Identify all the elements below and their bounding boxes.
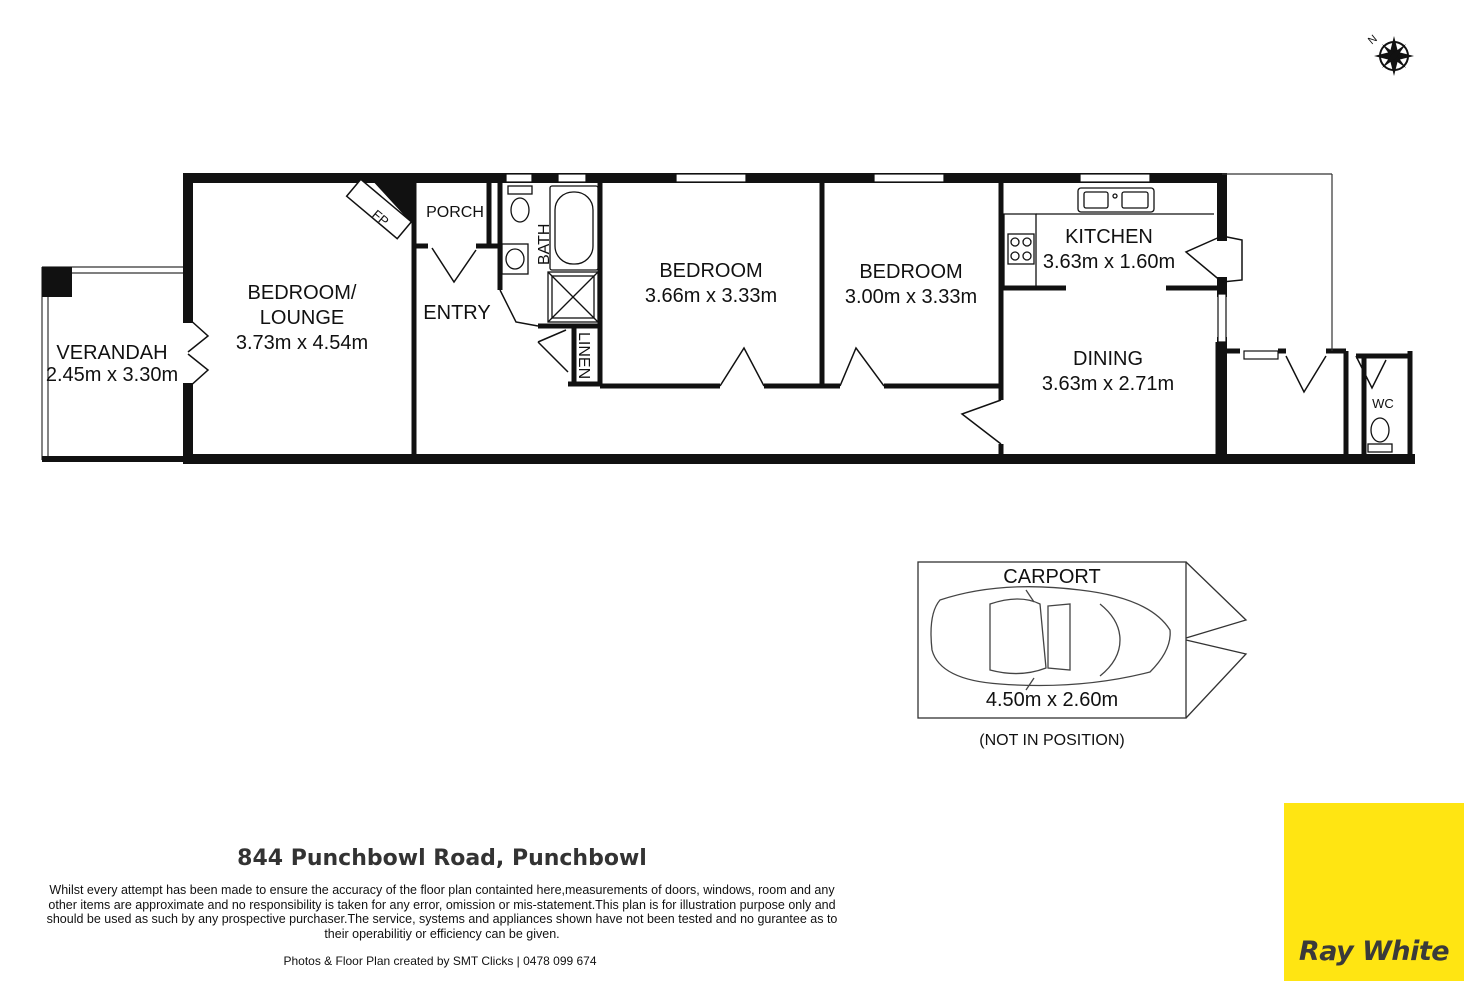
wc-label: WC [1372,396,1394,411]
verandah-size: 2.45m x 3.30m [45,364,179,386]
toilet-icon [508,186,532,194]
porch-label: PORCH [426,204,484,221]
bath-label: BATH [536,223,553,265]
ray-white-logo [1284,803,1464,981]
brand-name: Ray White [1298,936,1450,967]
bedroom-2-label: BEDROOM [859,261,963,283]
fireplace [347,178,414,239]
dining-size: 3.63m x 2.71m [1041,373,1175,395]
photo-credit: Photos & Floor Plan created by SMT Clicks | 0478 099 674 [283,954,597,968]
carport-label: CARPORT [1003,566,1101,588]
entry-label: ENTRY [423,302,491,324]
bathtub-icon [550,186,598,270]
bedroom-lounge-label-2: LOUNGE [259,307,345,329]
cooktop-icon [1008,234,1034,264]
bedroom-lounge-label-1: BEDROOM/ [247,282,357,304]
dining-label: DINING [1073,348,1143,370]
wc-toilet-icon [1368,418,1392,452]
disclaimer-text: Whilst every attempt has been made to ensure the accuracy of the floor plan containted here,measurements of doors, windows, room and any other items are approximate and no responsibility is taken for any error, omission or mis-statement.This plan is for illustration purpose only and should be used as such by any prospective purchaser.The service, systems and appliances shown have not been tested and no gurantee as to their operabilitiy or efficiency can be given. [46,883,838,941]
car-icon [931,587,1170,690]
verandah-post [42,267,72,297]
verandah-label: VERANDAH [56,342,168,364]
carport-note: (NOT IN POSITION) [979,732,1125,749]
compass-icon [1366,33,1414,76]
house-walls [188,178,1410,459]
fireplace-label: FP [369,206,392,229]
carport-size: 4.50m x 2.60m [985,689,1119,711]
linen-label: LINEN [575,332,592,380]
bedroom-1-size: 3.66m x 3.33m [644,285,778,307]
bedroom-2-size: 3.00m x 3.33m [844,286,978,308]
property-address: 844 Punchbowl Road, Punchbowl [237,846,647,871]
kitchen-size: 3.63m x 1.60m [1042,251,1176,273]
compass-north-label: N [1365,32,1380,48]
bedroom-lounge-size: 3.73m x 4.54m [235,332,369,354]
bedroom-1-label: BEDROOM [659,260,763,282]
kitchen-label: KITCHEN [1065,226,1153,248]
side-passage-outline [1222,174,1332,351]
